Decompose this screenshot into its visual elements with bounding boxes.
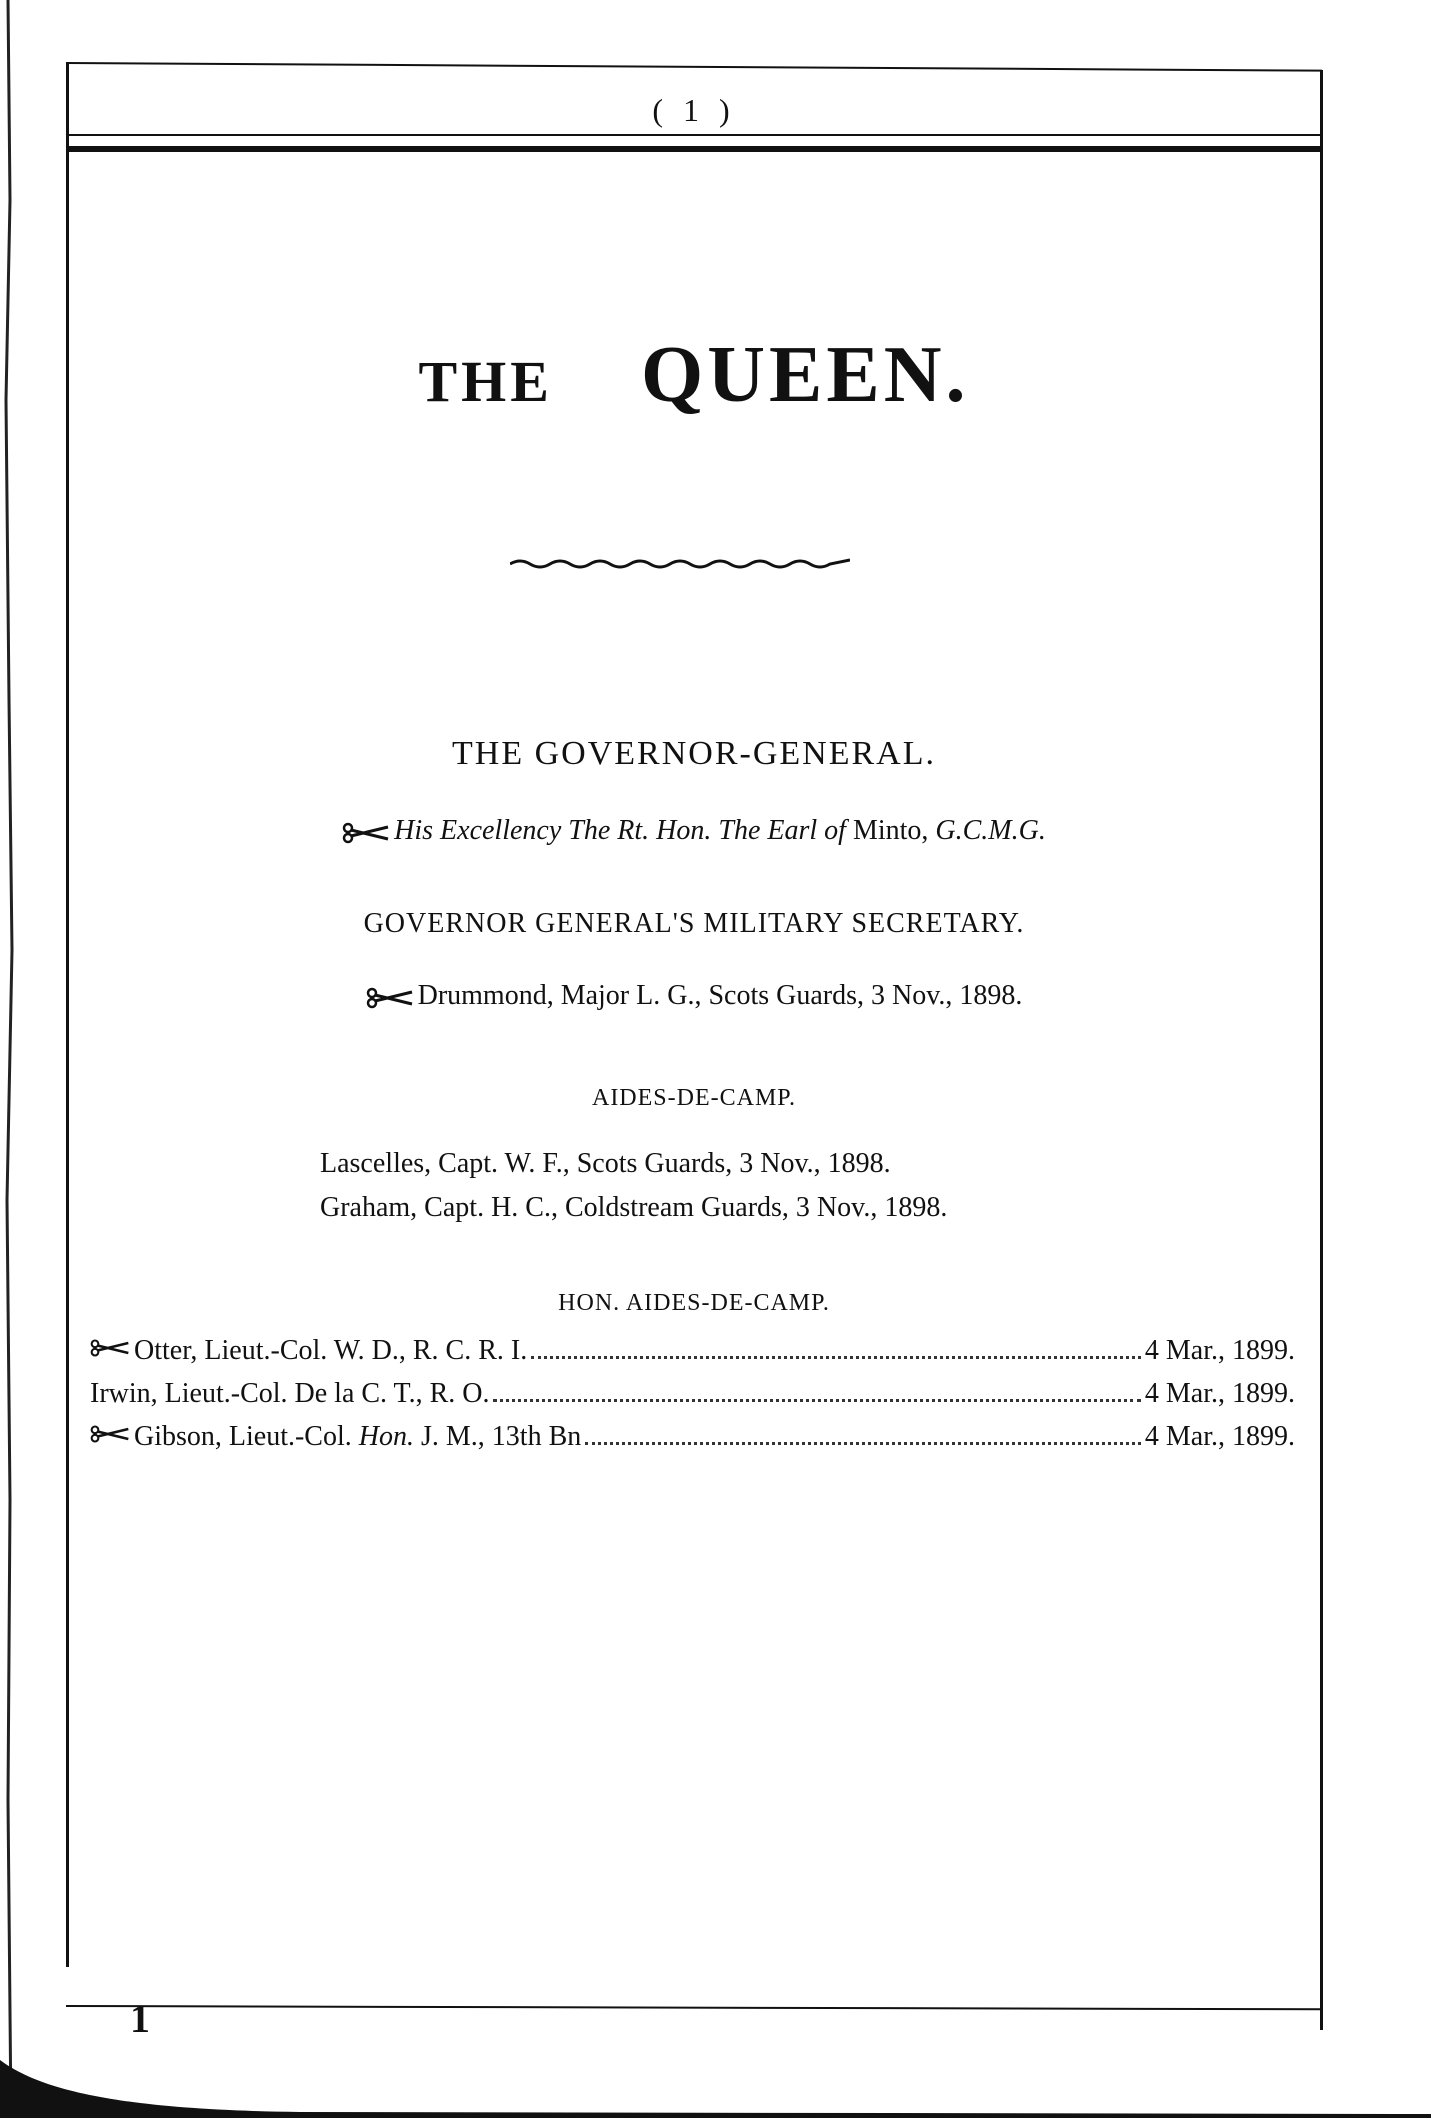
hon-aide-date: 4 Mar., 1899.: [1144, 1335, 1295, 1366]
page-number: ( 1 ): [652, 92, 736, 128]
header-rule-thick: [68, 146, 1322, 152]
aides-de-camp-heading: AIDES-DE-CAMP.: [591, 1085, 796, 1111]
hon-aide-name: [134, 1421, 581, 1453]
hon-aides-de-camp-heading: HON. AIDES-DE-CAMP.: [558, 1290, 830, 1316]
scissors-icon: [342, 822, 390, 844]
military-secretary-heading: GOVERNOR GENERAL'S MILITARY SECRETARY.: [363, 908, 1025, 939]
hon-aide-name-post: J. M., 13th Bn: [421, 1421, 582, 1452]
governor-honours: G.C.M.G.: [935, 815, 1046, 846]
hon-aide-name-italic: Hon.: [358, 1421, 414, 1452]
military-secretary-text: Drummond, Major L. G., Scots Guards, 3 Nov., 1898.: [417, 980, 1023, 1011]
hon-aide-entry: [90, 1421, 1295, 1453]
hon-aide-entry: [90, 1335, 1295, 1367]
scissors-icon: [366, 987, 414, 1009]
title-the: THE: [418, 349, 553, 414]
wavy-divider-ornament: [510, 550, 850, 574]
dot-leader: [493, 1399, 1140, 1402]
excellency-title: His Excellency The Rt. Hon. The Earl of: [394, 815, 846, 846]
frame-top-border: [66, 62, 1322, 72]
bottom-page-shadow: [0, 2060, 1431, 2118]
governor-name: Minto,: [852, 815, 929, 846]
scissors-icon: [90, 1423, 130, 1445]
title-queen: QUEEN.: [641, 331, 970, 419]
frame-bottom-border: [66, 2005, 1322, 2010]
governor-general-heading: THE GOVERNOR-GENERAL.: [452, 735, 936, 772]
military-secretary-entry: [66, 980, 1322, 1012]
dot-leader: [585, 1442, 1141, 1445]
hon-aide-date: 4 Mar., 1899.: [1144, 1378, 1295, 1409]
hon-aide-entry: [90, 1378, 1295, 1410]
header-rule-thin: [68, 134, 1322, 136]
hon-aide-name-pre: Gibson, Lieut.-Col.: [134, 1421, 352, 1452]
governor-general-entry: [66, 815, 1322, 847]
scissors-icon: [90, 1337, 130, 1359]
dot-leader: [531, 1356, 1141, 1359]
page-title: [66, 330, 1322, 421]
signature-mark: 1: [130, 1996, 150, 2041]
aide-entry: Graham, Capt. H. C., Coldstream Guards, 3 Nov., 1898.: [320, 1192, 948, 1223]
hon-aide-name: Irwin, Lieut.-Col. De la C. T., R. O.: [90, 1378, 490, 1409]
hon-aide-date: 4 Mar., 1899.: [1144, 1421, 1295, 1452]
page-spine-shadow: [0, 0, 14, 2118]
aide-entry: Lascelles, Capt. W. F., Scots Guards, 3 Nov., 1898.: [320, 1148, 891, 1179]
hon-aide-name: Otter, Lieut.-Col. W. D., R. C. R. I.: [134, 1335, 528, 1366]
